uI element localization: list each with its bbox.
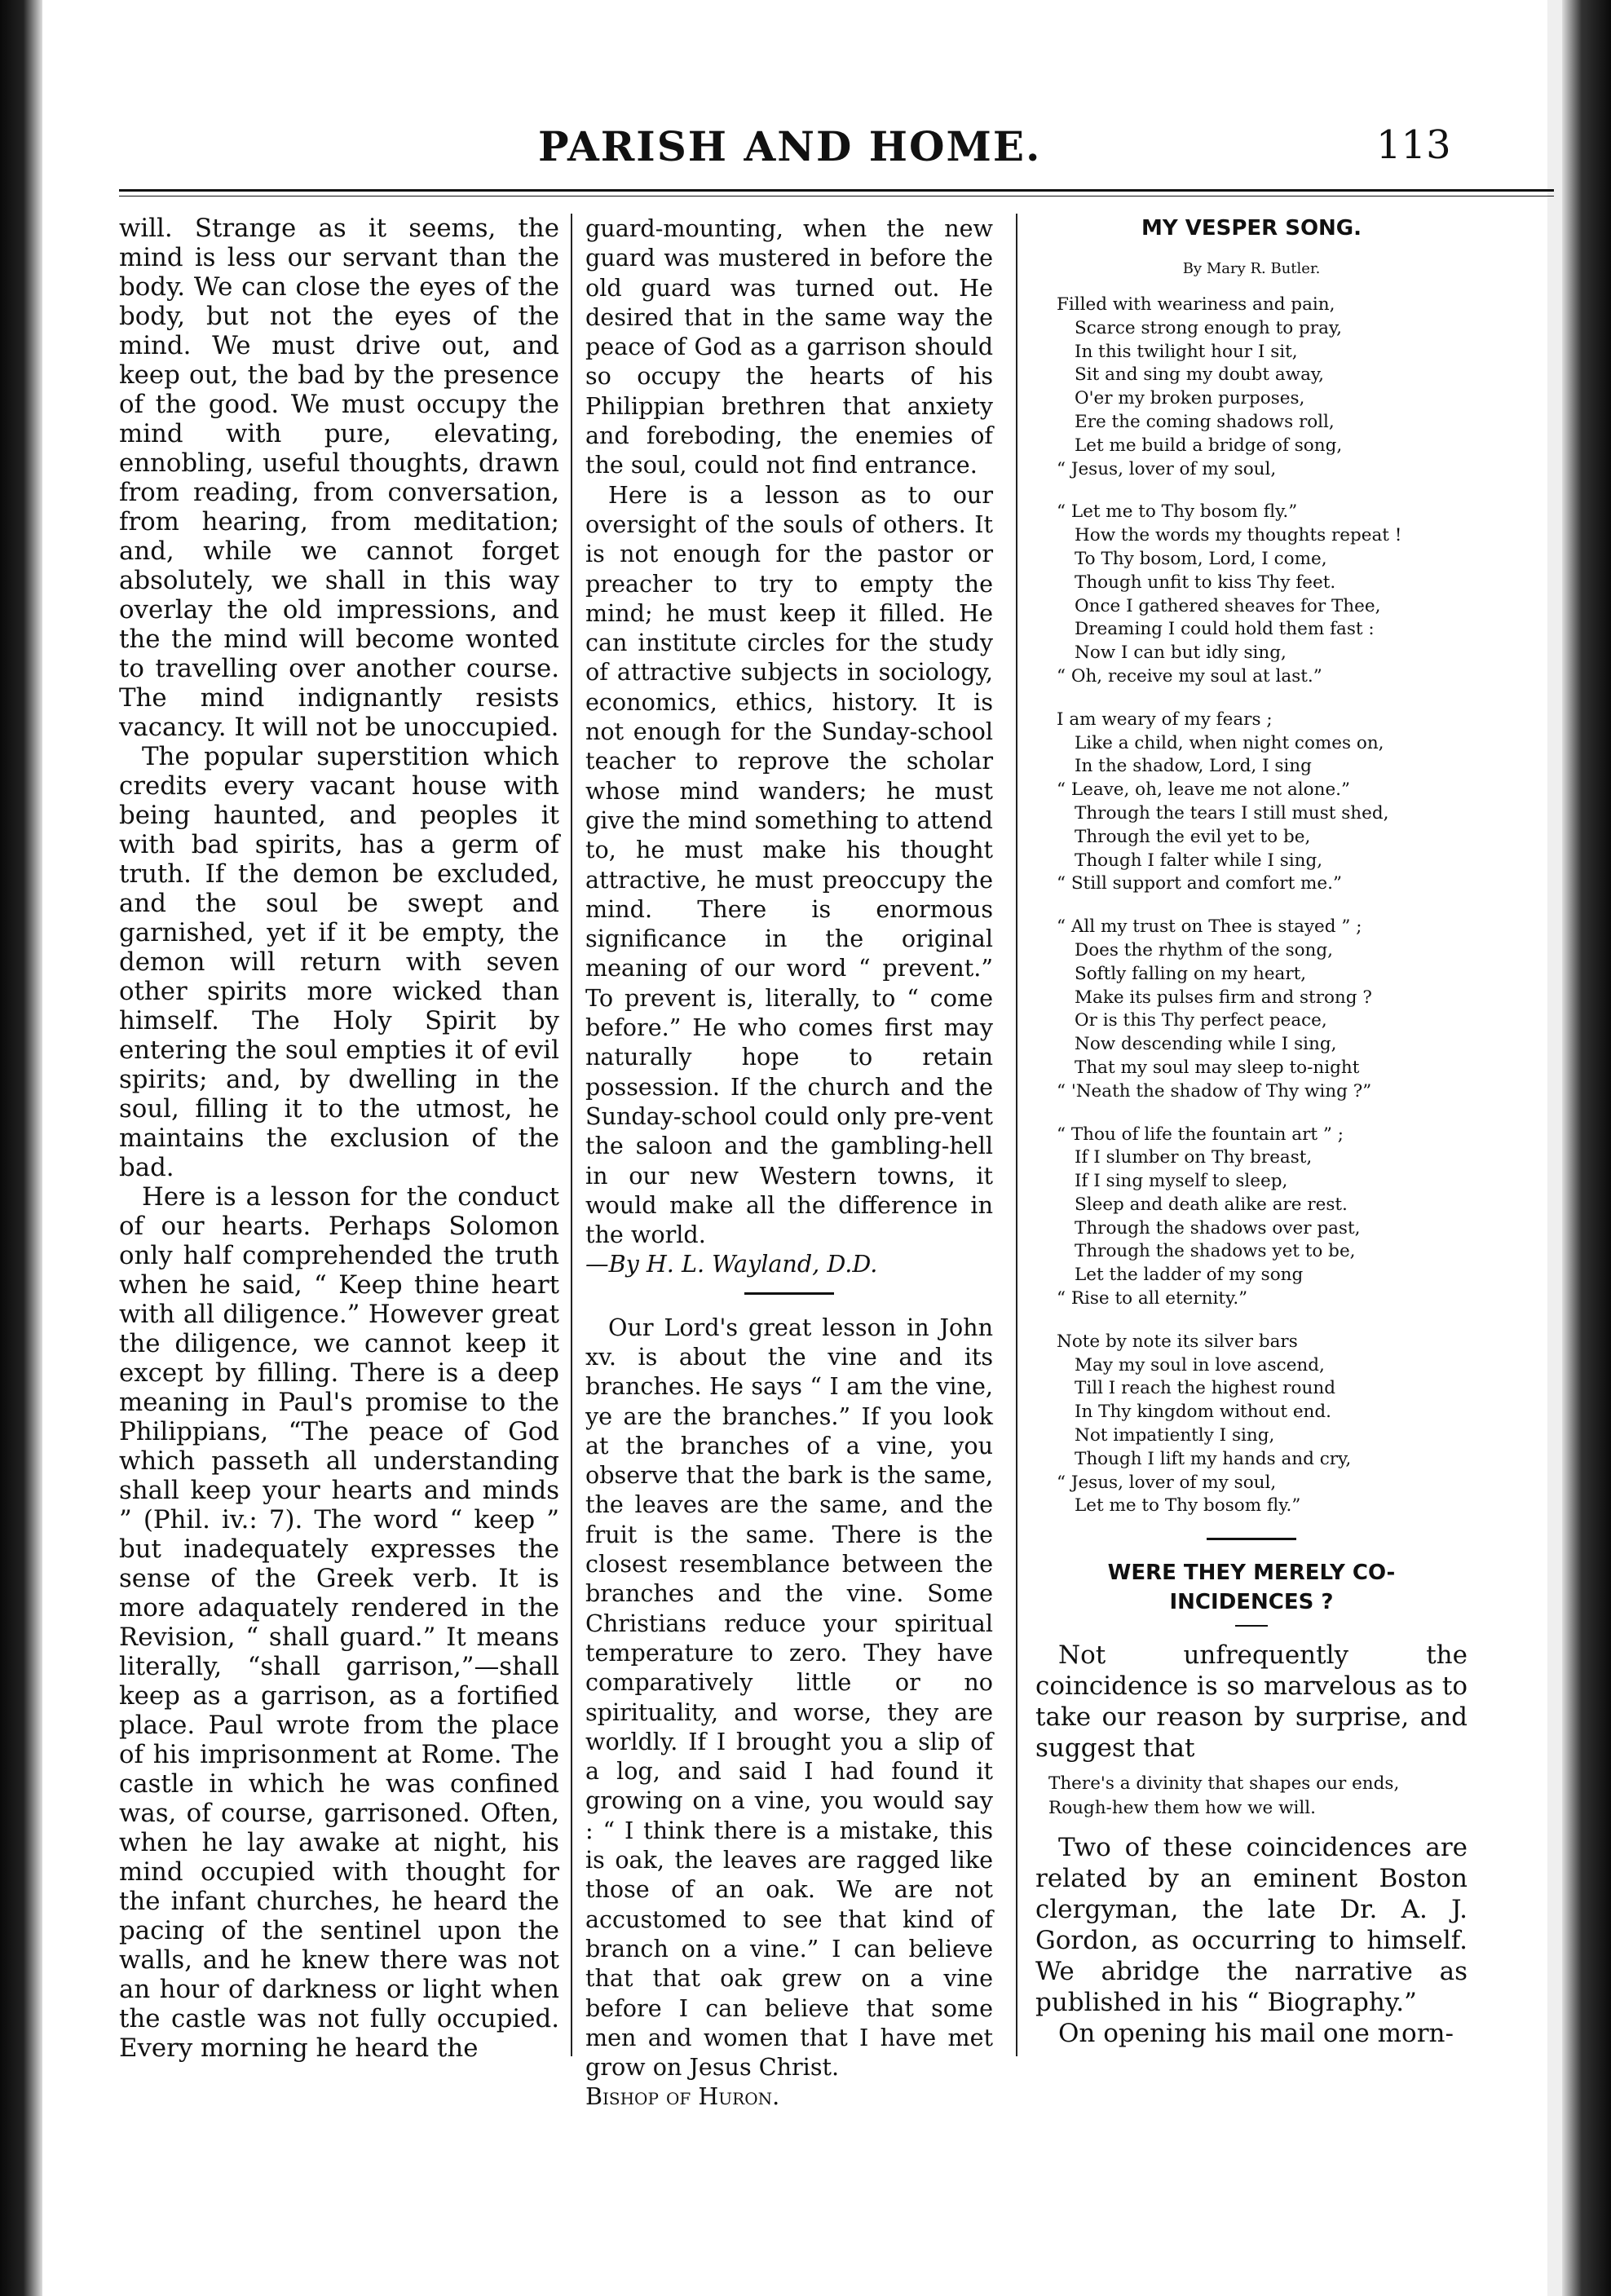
poem-line: “ Oh, receive my soul at last.” — [1057, 665, 1322, 687]
poem-line: Till I reach the highest round — [1075, 1378, 1335, 1399]
poem-line: Like a child, when night comes on, — [1075, 732, 1384, 753]
poem-line: “ Leave, oh, leave me not alone.” — [1057, 779, 1351, 801]
poem-line: “ Jesus, lover of my soul, — [1057, 458, 1277, 479]
poem-line: Now descending while I sing, — [1075, 1034, 1337, 1055]
poem-line: Not impatiently I sing, — [1075, 1425, 1275, 1446]
poem-line: Ere the coming shadows roll, — [1075, 411, 1335, 432]
poem-line: Does the rhythm of the song, — [1075, 939, 1333, 960]
poem-line: Through the shadows yet to be, — [1075, 1241, 1356, 1262]
poem-line: “ All my trust on Thee is stayed ” ; — [1057, 916, 1362, 938]
quote-line: There's a divinity that shapes our ends, — [1048, 1773, 1400, 1795]
poem-line: Note by note its silver bars — [1057, 1331, 1298, 1352]
poem-line: Let the ladder of my song — [1075, 1265, 1304, 1286]
poem-line: Make its pulses firm and strong ? — [1075, 987, 1372, 1008]
poem-stanza — [1035, 501, 1468, 688]
poem-line: Once I gathered sheaves for Thee, — [1075, 595, 1381, 616]
quotation — [1035, 1772, 1468, 1821]
poem-line: “ Thou of life the fountain art ” ; — [1057, 1124, 1344, 1145]
poem-stanza — [1035, 916, 1468, 1103]
poem-line: Let me build a bridge of song, — [1075, 435, 1343, 456]
signature: —By H. L. Wayland, D.D. — [585, 1250, 878, 1278]
paragraph: guard-mounting, when the new guard was mustered in before the old guard was turned out. He desired that in the same way the peace of God as a garrison should so occupy the hearts of his Philippian brethren that anxiety and foreboding, the enemies of the soul, could not find entrance. — [585, 214, 993, 479]
paragraph: Here is a lesson as to our oversight of the souls of others. It is not enough for the pastor or preacher to try to empty the mind; he must keep it filled. He can institute circles for the study of attractive subjects in sociology, economics, ethics, history. It is not enough for the Sunday-school teacher to reprove the scholar whose mind wanders; he must give the mind something to attend to, he must make his thought attractive, he must preoccupy the mind. There is enormous significance in the original meaning of our word “ prevent.” To prevent is, literally, to “ come before.” He who comes first may naturally hope to retain possession. If the church and the Sunday-school could only pre-vent the saloon and the gambling-hell in our new Western towns, it would make all the difference in the world. — [585, 480, 993, 1249]
running-header: PARISH AND HOME. — [538, 122, 1042, 170]
column-middle — [585, 214, 993, 2112]
poem-line: “ Jesus, lover of my soul, — [1057, 1472, 1277, 1493]
column-divider-1 — [571, 214, 572, 2056]
poem-line: If I slumber on Thy breast, — [1075, 1147, 1313, 1168]
poem-line: In the shadow, Lord, I sing — [1075, 756, 1312, 777]
poem-line: Scarce strong enough to pray, — [1075, 317, 1343, 338]
title-underline — [1235, 1625, 1268, 1627]
poem-stanza — [1035, 1124, 1468, 1311]
paragraph: The popular superstition which credits every vacant house with being haunted, and peoples it with bad spirits, has a germ of truth. If the demon be excluded, and the soul be swept and garnished, yet if it be empty, the demon will return with seven other spirits more wicked than himself. The Holy Spirit by entering the soul empties it of evil spirits; and, by dwelling in the soul, filling it to the utmost, he maintains the exclusion of the bad. — [119, 742, 559, 1182]
poem-line: Through the evil yet to be, — [1075, 826, 1311, 847]
page-number: 113 — [1376, 122, 1451, 168]
poem-line: Now I can but idly sing, — [1075, 642, 1287, 664]
poem-line: How the words my thoughts repeat ! — [1075, 525, 1402, 546]
poem-line: To Thy bosom, Lord, I come, — [1075, 548, 1327, 569]
poem-stanza — [1035, 294, 1468, 481]
column-left — [119, 214, 559, 2063]
section-separator — [744, 1292, 834, 1295]
paragraph: Here is a lesson for the conduct of our hearts. Perhaps Solomon only half comprehended the truth when he said, “ Keep thine heart with all diligence.” However great the diligence, we cannot keep it except by filling. There is a deep meaning in Paul's promise to the Philippians, “The peace of God which passeth all understanding shall keep your hearts and minds ” (Phil. iv.: 7). The word “ keep ” but inadequately expresses the sense of the Greek verb. It is more adaquately rendered in the Revision, “ shall guard.” It means literally, “shall garrison,”—shall keep as a garrison, as a fortified place. Paul wrote from the place of his imprisonment at Rome. The castle in which he was confined was, of course, garrisoned. Often, when he lay awake at night, his mind occupied with thought for the infant churches, he heard the pacing of the sentinel upon the walls, and he knew there was not an hour of darkness or light when the castle was not fully occupied. Every morning he heard the — [119, 1182, 559, 2063]
article-title-line: INCIDENCES ? — [1169, 1590, 1334, 1615]
poem-line: Filled with weariness and pain, — [1057, 294, 1335, 315]
poem-line: That my soul may sleep to-night — [1075, 1057, 1360, 1078]
poem-body — [1035, 294, 1468, 1518]
poem-line: In this twilight hour I sit, — [1075, 341, 1298, 362]
paragraph: Two of these coincidences are related by an eminent Boston clergyman, the late Dr. A. J. Gordon, as occurring to himself. We abridge the narrative as published in his “ Biography.” — [1035, 1833, 1468, 2018]
poem-line: O'er my broken purposes, — [1075, 388, 1305, 409]
poem-line: Though I falter while I sing, — [1075, 850, 1323, 871]
paragraph: will. Strange as it seems, the mind is less our servant than the body. We can close the eyes of the body, but not the eyes of the mind. We must drive out, and keep out, the bad by the presence of the good. We must occupy the mind with pure, elevating, ennobling, useful thoughts, drawn from reading, from conversation, from hearing, from meditation; and, while we cannot forget absolutely, we shall in this way overlay the old impressions, and the the mind will become wonted to travelling over another course. The mind indignantly resists vacancy. It will not be unoccupied. — [119, 214, 559, 742]
article-title-line: WERE THEY MERELY CO- — [1107, 1561, 1396, 1586]
poem-stanza — [1035, 1331, 1468, 1518]
poem-line: Through the tears I still must shed, — [1075, 802, 1389, 823]
quote-line: Rough-hew them how we will. — [1048, 1798, 1316, 1819]
article-title — [1035, 1558, 1468, 1617]
poem-line: Softly falling on my heart, — [1075, 963, 1307, 984]
poem-line: In Thy kingdom without end. — [1075, 1402, 1331, 1423]
paragraph: Our Lord's great lesson in John xv. is about the vine and its branches. He says “ I am the vine, ye are the branches.” If you look at the branches of a vine, you observe that the bark is the same, the leaves are the same, and the fruit is the same. There is the closest resemblance between the branches and the vine. Some Christians reduce your spiritual temperature to zero. They have comparatively little or no spirituality, and worse, they are worldly. If I brought you a slip of a log, and said I had found it growing on a vine, you would say : “ I think there is a mistake, this is oak, the leaves are ragged like those of an oak. We are not accustomed to see that kind of branch on a vine.” I can believe that that oak grew on a vine before I can believe that some men and women that I have met grow on Jesus Christ. — [585, 1313, 993, 2082]
poem-line: I am weary of my fears ; — [1057, 709, 1273, 730]
poem-line: Sit and sing my doubt away, — [1075, 364, 1325, 386]
poem-line: Though unfit to kiss Thy feet. — [1075, 572, 1336, 593]
scan-right-margin — [1547, 0, 1562, 2296]
column-divider-2 — [1016, 214, 1017, 2056]
paragraph: On opening his mail one morn- — [1058, 2019, 1454, 2049]
poem-line: Through the shadows over past, — [1075, 1217, 1361, 1239]
poem-byline: By Mary R. Butler. — [1182, 260, 1321, 277]
scan-right-edge — [1562, 0, 1611, 2296]
column-right — [1035, 214, 1468, 2049]
poem-line: May my soul in love ascend, — [1075, 1354, 1325, 1375]
poem-line: “ Let me to Thy bosom fly.” — [1057, 501, 1298, 523]
paragraph: Not unfrequently the coincidence is so marvelous as to take our reason by surprise, and suggest that — [1035, 1640, 1468, 1764]
poem-line: Dreaming I could hold them fast : — [1075, 619, 1375, 640]
poem-line: Though I lift my hands and cry, — [1075, 1448, 1352, 1469]
poem-line: “ Still support and comfort me.” — [1057, 873, 1342, 894]
poem-title: MY VESPER SONG. — [1141, 216, 1362, 241]
scan-left-edge — [0, 0, 42, 2296]
poem-line: “ 'Neath the shadow of Thy wing ?” — [1057, 1080, 1372, 1102]
section-separator — [1207, 1538, 1296, 1540]
poem-stanza — [1035, 709, 1468, 896]
poem-line: Or is this Thy perfect peace, — [1075, 1010, 1327, 1031]
poem-line: “ Rise to all eternity.” — [1057, 1288, 1248, 1309]
header-rule-top — [119, 189, 1554, 192]
poem-line: Sleep and death alike are rest. — [1075, 1194, 1348, 1215]
poem-line: If I sing myself to sleep, — [1075, 1171, 1288, 1192]
signature: Bishop of Huron. — [585, 2082, 780, 2111]
poem-line: Let me to Thy bosom fly.” — [1075, 1495, 1301, 1517]
